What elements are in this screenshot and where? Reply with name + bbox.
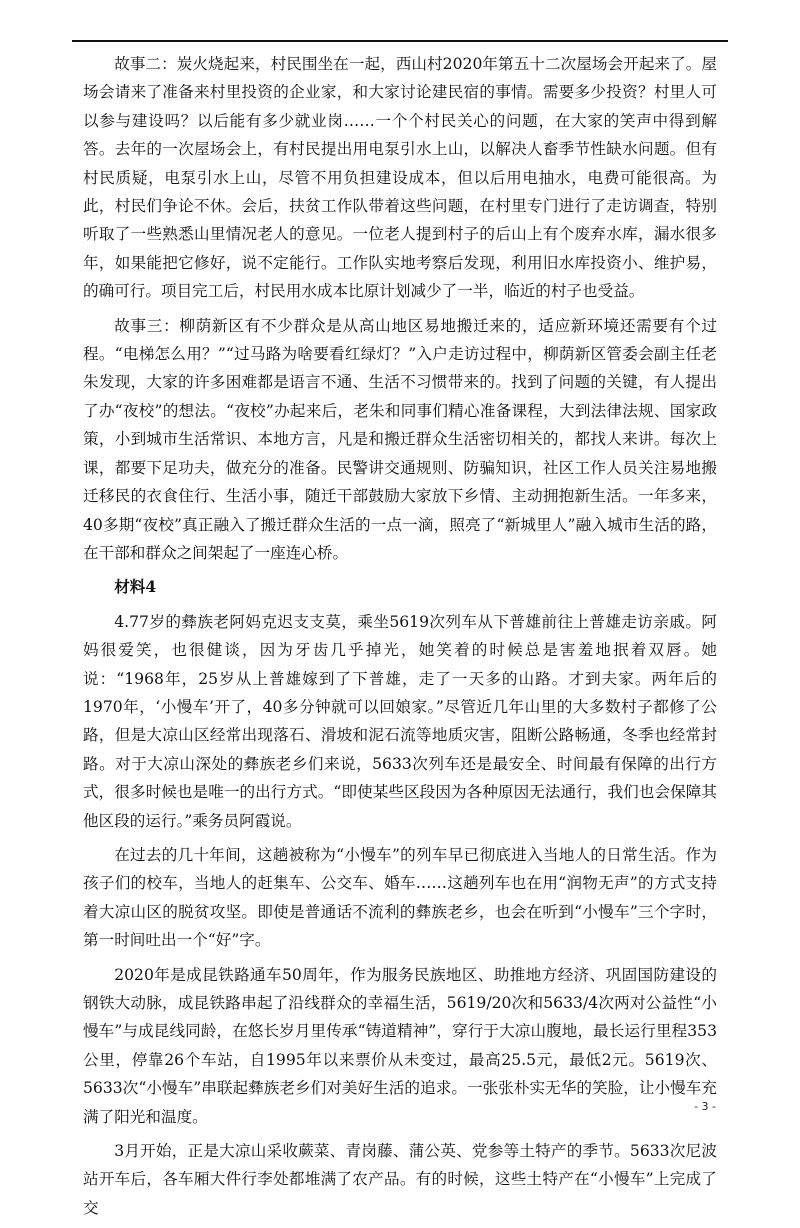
section-heading-material-4: 材料4: [114, 577, 157, 597]
header-rule: [72, 40, 728, 42]
paragraph-material-4-4: 3月开始，正是大凉山采收蕨菜、青岗藤、蒲公英、党参等土特产的季节。5633次尼波站开车后，各车厢大件行李处都堆满了农产品。有的时候，这些土特产在“小慢车”上完成了交: [83, 1142, 717, 1217]
page-number: - 3 -: [694, 1100, 716, 1113]
paragraph-story-two: 故事二：炭火烧起来，村民围坐在一起，西山村2020年第五十二次屋场会开起来了。屋场会请来了准备来村里投资的企业家，和大家讨论建民宿的事情。需要多少投资？村里人可以参与建设吗？以后能有多少就业岗……一个个村民关心的问题，在大家的笑声中得到解答。去年的一次屋场会上，有村民提出用电泵引水上山，以解决人畜季节性缺水问题。但有村民质疑，电泵引水上山，尽管不用负担建设成本，但以后用电抽水，电费可能很高。为此，村民们争论不休。会后，扶贫工作队带着这些问题，在村里专门进行了走访调查，特别听取了一些熟悉山里情况老人的意见。一位老人提到村子的后山上有个废弃水库，漏水很多年，如果能把它修好，说不定能行。工作队实地考察后发现，利用旧水库投资小、维护易，的确可行。项目完工后，村民用水成本比原计划减少了一半，临近的村子也受益。: [83, 55, 717, 301]
paragraph-material-4-2: 在过去的几十年间，这趟被称为“小慢车”的列车早已彻底进入当地人的日常生活。作为孩子们的校车，当地人的赶集车、公交车、婚车……这趟列车也在用“润物无声”的方式支持着大凉山区的脱贫攻坚。即使是普通话不流利的彝族老乡，也会在听到“小慢车”三个字时，第一时间吐出一个“好”字。: [83, 845, 717, 950]
document-body: [83, 50, 717, 1228]
paragraph-material-4-1: 4.77岁的彝族老阿妈克迟支支莫，乘坐5619次列车从下普雄前往上普雄走访亲戚。阿妈很爱笑，也很健谈，因为牙齿几乎掉光，她笑着的时候总是害羞地抿着双唇。她说：“1968年，25岁从上普雄嫁到了下普雄，走了一天多的山路。才到夫家。两年后的1970年，‘小慢车’开了，40多分钟就可以回娘家。”尽管近几年山里的大多数村子都修了公路，但是大凉山区经常出现落石、滑坡和泥石流等地质灾害，阻断公路畅通，冬季也经常封路。对于大凉山深处的彝族老乡们来说，5633次列车还是最安全、时间最有保障的出行方式，很多时候也是唯一的出行方式。“即使某些区段因为各种原因无法通行，我们也会保障其他区段的运行。”乘务员阿霞说。: [83, 612, 717, 830]
paragraph-material-4-3: 2020年是成昆铁路通车50周年，作为服务民族地区、助推地方经济、巩固国防建设的钢铁大动脉，成昆铁路串起了沿线群众的幸福生活，5619/20次和5633/4次两对公益性“小慢车”与成昆线同龄，在悠长岁月里传承“铸道精神”，穿行于大凉山腹地，最长运行里程353公里，停靠26个车站，自1995年以来票价从未变过，最高25.5元，最低2元。5619次、5633次“小慢车”串联起彝族老乡们对美好生活的追求。一张张朴实无华的笑脸，让小慢车充满了阳光和温度。: [83, 965, 717, 1126]
paragraph-story-three: 故事三：柳荫新区有不少群众是从高山地区易地搬迁来的，适应新环境还需要有个过程。“电梯怎么用？”“过马路为啥要看红绿灯？”入户走访过程中，柳荫新区管委会副主任老朱发现，大家的许多困难都是语言不通、生活不习惯带来的。找到了问题的关键，有人提出了办“夜校”的想法。“夜校”办起来后，老朱和同事们精心准备课程，大到法律法规、国家政策，小到城市生活常识、本地方言，凡是和搬迁群众生活密切相关的，都找人来讲。每次上课，都要下足功夫，做充分的准备。民警讲交通规则、防骗知识，社区工作人员关注易地搬迁移民的衣食住行、生活小事，随迁干部鼓励大家放下乡情、主动拥抱新生活。一年多来，40多期“夜校”真正融入了搬迁群众生活的一点一滴，照亮了“新城里人”融入城市生活的路，在干部和群众之间架起了一座连心桥。: [83, 316, 717, 562]
